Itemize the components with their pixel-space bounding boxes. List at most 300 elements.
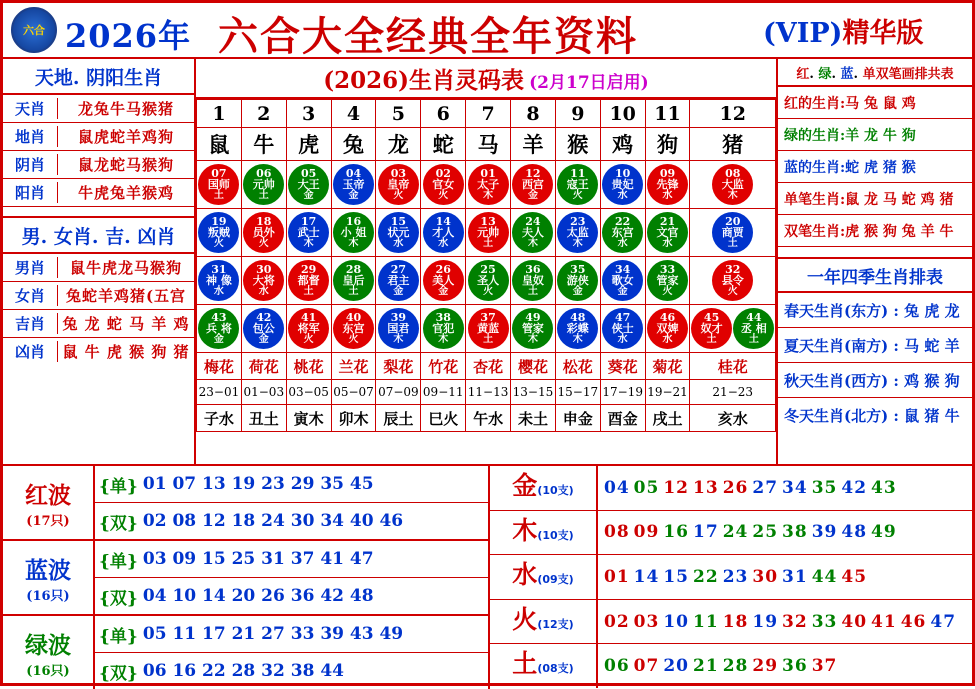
age-cell: 21−23 <box>690 380 776 405</box>
number-ball[interactable] <box>712 260 753 301</box>
age-cell: 05−07 <box>331 380 376 405</box>
ball-cell[interactable] <box>197 257 242 305</box>
number-ball[interactable] <box>557 260 598 301</box>
row-value: 牛虎兔羊猴鸡 <box>77 184 174 202</box>
ball-title: 状元 <box>387 226 410 240</box>
wave-row <box>3 616 488 689</box>
element-count: (08支) <box>537 662 574 676</box>
number-ball[interactable] <box>647 164 688 205</box>
table-row <box>3 179 194 207</box>
wave-even-line <box>95 503 488 539</box>
ball-title: 贵妃 <box>611 178 634 192</box>
ball-cell[interactable] <box>331 257 376 305</box>
ball-number: 02 <box>435 166 451 180</box>
wave-even-line <box>95 578 488 614</box>
ball-title: 美人 <box>432 274 455 288</box>
ball-element: 木 <box>483 189 494 201</box>
element-name-cell <box>490 466 598 510</box>
ball-number: 24 <box>525 214 541 228</box>
ball-element: 水 <box>393 237 404 249</box>
age-cell: 09−11 <box>421 380 466 405</box>
ball-element: 土 <box>483 333 494 345</box>
ball-cell[interactable] <box>690 257 776 305</box>
ball-number: 33 <box>659 262 676 276</box>
ball-element: 金 <box>438 285 449 297</box>
number-ball[interactable] <box>288 308 329 349</box>
table-row <box>3 95 194 123</box>
ball-cell[interactable] <box>645 209 690 257</box>
element-number: 19 <box>752 611 779 632</box>
ball-element: 木 <box>572 333 583 345</box>
ball-element: 火 <box>258 237 269 249</box>
wave-numbers <box>95 616 488 689</box>
season-rows <box>778 293 972 432</box>
ball-cell[interactable] <box>376 305 421 353</box>
number-ball[interactable] <box>468 164 509 205</box>
wave-odd-numbers: 01 07 13 19 23 29 35 45 <box>142 474 374 494</box>
ball-cell[interactable] <box>466 257 511 305</box>
element-number: 41 <box>871 611 897 632</box>
element-number: 48 <box>841 522 868 543</box>
number-ball[interactable] <box>423 308 464 349</box>
number-ball[interactable] <box>288 260 329 301</box>
ball-title: 太监 <box>566 226 589 240</box>
ball-number: 39 <box>390 310 407 324</box>
ball-element: 水 <box>662 237 673 249</box>
ball-cell[interactable] <box>421 209 466 257</box>
wave-count: (16只) <box>26 663 70 679</box>
flower-cell: 荷花 <box>241 353 286 380</box>
ball-cell[interactable] <box>286 257 331 305</box>
ball-cell[interactable] <box>511 305 556 353</box>
number-ball[interactable] <box>423 212 464 253</box>
ball-number: 12 <box>525 166 541 180</box>
ball-element: 水 <box>617 189 628 201</box>
element-number: 15 <box>663 566 690 587</box>
element-number: 49 <box>871 522 897 543</box>
stem-cell: 丑土 <box>241 405 286 432</box>
element-number: 03 <box>633 611 660 632</box>
ball-element: 木 <box>572 237 583 249</box>
page-header <box>3 3 972 59</box>
ball-number: 20 <box>725 214 741 228</box>
attribute-label: 单笔生肖 <box>784 191 840 208</box>
ball-cell[interactable] <box>600 257 645 305</box>
attribute-row <box>778 151 972 183</box>
element-number: 05 <box>633 477 660 498</box>
element-number: 34 <box>782 477 808 498</box>
center-title-main: (2026)生肖灵码表 <box>323 67 525 94</box>
ball-title: 大监 <box>721 178 744 192</box>
column-number: 7 <box>466 100 511 128</box>
number-ball[interactable] <box>512 212 553 253</box>
ball-number: 46 <box>659 310 676 324</box>
main-three-columns <box>3 59 972 466</box>
table-row <box>3 282 194 310</box>
ball-number: 06 <box>256 166 272 180</box>
table-row <box>3 254 194 282</box>
element-number: 11 <box>693 611 719 632</box>
zodiac-cell: 牛 <box>241 128 286 161</box>
number-ball[interactable] <box>468 212 509 253</box>
stem-cell: 申金 <box>555 405 600 432</box>
element-name-cell <box>490 644 598 688</box>
attribute-value: :鼠 龙 马 蛇 鸡 猪 <box>840 191 954 208</box>
right-title-1: 红. 绿. 蓝. 单双笔画排共表 <box>778 59 972 87</box>
ball-title: 东宫 <box>342 322 365 336</box>
wave-odd-numbers: 05 11 17 21 27 33 39 43 49 <box>142 624 404 644</box>
ball-cell[interactable] <box>511 257 556 305</box>
number-ball[interactable] <box>712 164 753 205</box>
ball-number: 18 <box>256 214 272 228</box>
element-name: 火 <box>512 604 538 634</box>
element-name: 土 <box>512 649 538 679</box>
number-ball[interactable] <box>198 260 239 301</box>
ball-title: 侠士 <box>611 322 634 336</box>
ball-cell[interactable] <box>690 305 776 353</box>
ball-element: 木 <box>527 237 538 249</box>
number-ball[interactable] <box>288 212 329 253</box>
ball-title: 文官 <box>656 226 679 240</box>
number-ball[interactable] <box>647 212 688 253</box>
zodiac-cell: 兔 <box>331 128 376 161</box>
ball-cell[interactable] <box>690 161 776 209</box>
ball-title: 商贾 <box>721 226 744 240</box>
number-ball[interactable] <box>243 308 284 349</box>
ball-title: 管家 <box>656 274 679 288</box>
ball-number: 36 <box>525 262 541 276</box>
ball-cell[interactable] <box>286 305 331 353</box>
ball-element: 水 <box>662 333 673 345</box>
ball-number: 43 <box>211 310 227 324</box>
ball-cell[interactable] <box>197 161 242 209</box>
ball-element: 火 <box>348 333 359 345</box>
ball-cell[interactable] <box>241 257 286 305</box>
ball-element: 水 <box>438 237 449 249</box>
ball-title: 都督 <box>297 274 320 288</box>
ball-title: 武士 <box>297 226 320 240</box>
row-value: 兔蛇羊鸡猪(五宫 <box>65 287 187 305</box>
number-ball[interactable] <box>647 260 688 301</box>
number-ball[interactable] <box>602 164 643 205</box>
ball-title: 叛贼 <box>207 226 230 240</box>
ball-cell[interactable] <box>511 161 556 209</box>
ball-title: 黄蓝 <box>477 322 500 336</box>
element-count: (12支) <box>537 617 574 631</box>
stem-cell: 巳火 <box>421 405 466 432</box>
left-title-1: 天地. 阴阳生肖 <box>3 59 194 95</box>
ball-number: 25 <box>480 262 496 276</box>
ball-title: 皇帝 <box>387 178 410 192</box>
column-number: 3 <box>286 100 331 128</box>
attribute-label: 绿的生肖 <box>784 127 840 144</box>
zodiac-cell: 虎 <box>286 128 331 161</box>
ball-cell[interactable] <box>466 305 511 353</box>
left-column <box>3 59 196 464</box>
ball-cell[interactable] <box>331 161 376 209</box>
ball-number: 19 <box>211 214 227 228</box>
row-key: 地肖 <box>3 126 58 147</box>
ball-title: 兵 将 <box>206 322 232 336</box>
column-number: 4 <box>331 100 376 128</box>
ball-title: 员外 <box>252 226 275 240</box>
wave-odd-numbers: 03 09 15 25 31 37 41 47 <box>142 549 374 569</box>
element-number: 10 <box>663 611 690 632</box>
number-ball[interactable] <box>602 308 643 349</box>
season-row: 夏天生肖(南方) : 马 蛇 羊 <box>778 328 972 363</box>
bottom-section <box>3 466 972 689</box>
header-year: 2026年 <box>65 17 192 55</box>
ball-cell[interactable] <box>511 209 556 257</box>
number-ball[interactable] <box>512 260 553 301</box>
ball-cell[interactable] <box>197 209 242 257</box>
ball-cell[interactable] <box>645 257 690 305</box>
wave-even-numbers: 06 16 22 28 32 38 44 <box>142 661 344 681</box>
element-number: 21 <box>693 656 719 677</box>
element-name-cell <box>490 600 598 644</box>
element-number: 27 <box>752 477 779 498</box>
ball-number: 37 <box>480 310 496 324</box>
number-ball[interactable] <box>333 308 374 349</box>
element-number: 33 <box>811 611 838 632</box>
number-ball[interactable] <box>333 260 374 301</box>
element-count: (10支) <box>537 484 574 497</box>
ball-element: 火 <box>213 237 224 249</box>
ball-title: 官女 <box>432 178 455 192</box>
number-ball[interactable] <box>378 308 419 349</box>
ball-title: 彩蝶 <box>566 322 589 336</box>
ball-number: 38 <box>435 310 451 324</box>
ball-cell[interactable] <box>286 161 331 209</box>
attribute-value: :羊 龙 牛 狗 <box>840 127 916 144</box>
wave-name: 红波 <box>25 481 71 509</box>
ball-element: 金 <box>527 189 538 201</box>
ball-cell[interactable] <box>376 161 421 209</box>
wave-name-cell <box>3 541 95 614</box>
ball-cell[interactable] <box>555 209 600 257</box>
ball-title: 管家 <box>521 322 544 336</box>
ball-number: 28 <box>345 262 362 276</box>
attribute-value: :虎 猴 狗 兔 羊 牛 <box>840 223 954 240</box>
row-key: 阴肖 <box>3 154 58 175</box>
ball-cell[interactable] <box>331 209 376 257</box>
number-ball[interactable] <box>647 308 688 349</box>
number-ball[interactable] <box>378 260 419 301</box>
number-ball[interactable] <box>423 164 464 205</box>
stem-cell: 寅木 <box>286 405 331 432</box>
ball-cell[interactable] <box>600 161 645 209</box>
ball-cell[interactable] <box>600 305 645 353</box>
row-key: 女肖 <box>3 285 58 306</box>
ball-cell[interactable] <box>421 305 466 353</box>
number-ball[interactable] <box>602 260 643 301</box>
number-ball[interactable] <box>378 212 419 253</box>
ball-element: 木 <box>348 237 359 249</box>
ball-cell[interactable] <box>241 161 286 209</box>
ball-element: 木 <box>303 237 314 249</box>
ball-element: 土 <box>527 285 538 297</box>
ball-cell[interactable] <box>555 305 600 353</box>
right-title-1-text: 单双笔画排共表 <box>862 67 954 82</box>
ball-title: 国师 <box>207 178 230 192</box>
ball-element: 火 <box>438 189 449 201</box>
zodiac-cell: 蛇 <box>421 128 466 161</box>
element-name: 木 <box>512 515 538 545</box>
number-ball[interactable] <box>512 164 553 205</box>
element-row <box>490 466 972 511</box>
number-ball[interactable] <box>333 212 374 253</box>
wave-row <box>3 466 488 541</box>
number-ball[interactable] <box>468 308 509 349</box>
element-row <box>490 644 972 688</box>
ball-number: 03 <box>390 166 407 180</box>
ball-element: 金 <box>348 189 359 201</box>
ball-number: 08 <box>725 166 741 180</box>
element-number: 46 <box>900 611 927 632</box>
number-ball[interactable] <box>198 308 239 349</box>
flower-cell: 葵花 <box>600 353 645 380</box>
ball-element: 水 <box>617 237 628 249</box>
ball-cell[interactable] <box>555 257 600 305</box>
wave-count: (16只) <box>26 588 70 604</box>
ball-element: 金 <box>617 285 628 297</box>
ball-element: 土 <box>213 189 224 201</box>
row-key: 阳肖 <box>3 182 58 203</box>
ball-number: 15 <box>390 214 407 228</box>
number-ball[interactable] <box>512 308 553 349</box>
divider <box>3 207 194 218</box>
wave-numbers <box>95 466 488 539</box>
ball-cell[interactable] <box>376 257 421 305</box>
wave-even-label: {双} <box>99 663 138 684</box>
table-row-balls <box>197 305 776 353</box>
ball-number: 34 <box>615 262 631 276</box>
number-ball[interactable] <box>468 260 509 301</box>
stem-cell: 卯木 <box>331 405 376 432</box>
number-ball[interactable] <box>712 212 753 253</box>
number-ball[interactable] <box>243 212 284 253</box>
attribute-label: 双笔生肖 <box>784 223 840 240</box>
element-count: (10支) <box>537 528 574 542</box>
number-ball[interactable] <box>243 260 284 301</box>
flower-cell: 杏花 <box>466 353 511 380</box>
column-number: 8 <box>511 100 556 128</box>
ball-element: 金 <box>213 333 224 345</box>
number-ball[interactable] <box>691 308 732 349</box>
ball-cell[interactable] <box>197 305 242 353</box>
ball-cell[interactable] <box>600 209 645 257</box>
number-ball[interactable] <box>333 164 374 205</box>
element-number: 32 <box>782 611 808 632</box>
element-number: 25 <box>752 522 779 543</box>
age-cell: 07−09 <box>376 380 421 405</box>
ball-element: 土 <box>483 237 494 249</box>
element-number: 44 <box>811 566 838 587</box>
ball-cell[interactable] <box>331 305 376 353</box>
ball-cell[interactable] <box>690 209 776 257</box>
right-rows <box>778 87 972 247</box>
right-column <box>778 59 972 464</box>
table-row-zodiacs <box>197 128 776 161</box>
stem-cell: 戌土 <box>645 405 690 432</box>
number-ball[interactable] <box>288 164 329 205</box>
vip-label: (VIP) <box>763 18 843 49</box>
ball-cell[interactable] <box>241 209 286 257</box>
ball-title: 歌女 <box>611 274 634 288</box>
element-number: 16 <box>663 522 690 543</box>
number-ball[interactable] <box>378 164 419 205</box>
ball-element: 火 <box>303 333 314 345</box>
ball-title: 大将 <box>252 274 275 288</box>
ball-element: 金 <box>572 285 583 297</box>
wave-count: (17只) <box>26 513 70 529</box>
table-row-stems <box>197 405 776 432</box>
stem-cell: 亥水 <box>690 405 776 432</box>
ball-cell[interactable] <box>421 257 466 305</box>
center-column <box>196 59 778 464</box>
ball-cell[interactable] <box>466 161 511 209</box>
element-numbers <box>598 522 972 542</box>
ball-title: 夫人 <box>521 226 544 240</box>
left-title-2: 男. 女肖. 吉. 凶肖 <box>3 218 194 254</box>
ball-cell[interactable] <box>555 161 600 209</box>
ball-title: 包公 <box>252 322 275 336</box>
ball-cell[interactable] <box>376 209 421 257</box>
number-ball[interactable] <box>557 164 598 205</box>
number-ball[interactable] <box>733 308 774 349</box>
ball-cell[interactable] <box>645 305 690 353</box>
column-number: 2 <box>241 100 286 128</box>
element-number: 28 <box>722 656 749 677</box>
table-row-balls <box>197 161 776 209</box>
row-value: 龙兔牛马猴猪 <box>77 100 174 118</box>
ball-number: 48 <box>570 310 586 324</box>
attribute-row <box>778 215 972 247</box>
ball-title: 县令 <box>721 274 744 288</box>
wave-even-label: {双} <box>99 588 138 609</box>
ball-cell[interactable] <box>421 161 466 209</box>
row-key: 凶肖 <box>3 341 58 362</box>
ball-cell[interactable] <box>645 161 690 209</box>
ball-title: 圣人 <box>477 274 500 288</box>
ball-title: 丞 相 <box>740 322 767 336</box>
element-numbers <box>598 567 972 587</box>
ball-cell[interactable] <box>286 209 331 257</box>
ball-cell[interactable] <box>241 305 286 353</box>
number-ball[interactable] <box>557 212 598 253</box>
number-ball[interactable] <box>602 212 643 253</box>
ball-number: 13 <box>480 214 496 228</box>
number-ball[interactable] <box>557 308 598 349</box>
wave-odd-line <box>95 466 488 503</box>
attribute-value: :马 兔 鼠 鸡 <box>840 95 916 112</box>
zodiac-cell: 猴 <box>555 128 600 161</box>
number-ball[interactable] <box>198 212 239 253</box>
wave-even-line <box>95 653 488 689</box>
ball-number: 23 <box>570 214 586 228</box>
table-row-ages <box>197 380 776 405</box>
number-ball[interactable] <box>423 260 464 301</box>
number-ball[interactable] <box>198 164 239 205</box>
number-ball[interactable] <box>243 164 284 205</box>
element-number: 17 <box>693 522 719 543</box>
ball-element: 金 <box>258 333 269 345</box>
ball-cell[interactable] <box>466 209 511 257</box>
ball-element: 金 <box>393 285 404 297</box>
ball-title: 国君 <box>387 322 410 336</box>
logo-icon: 六合 <box>11 7 57 53</box>
ball-number: 35 <box>570 262 586 276</box>
